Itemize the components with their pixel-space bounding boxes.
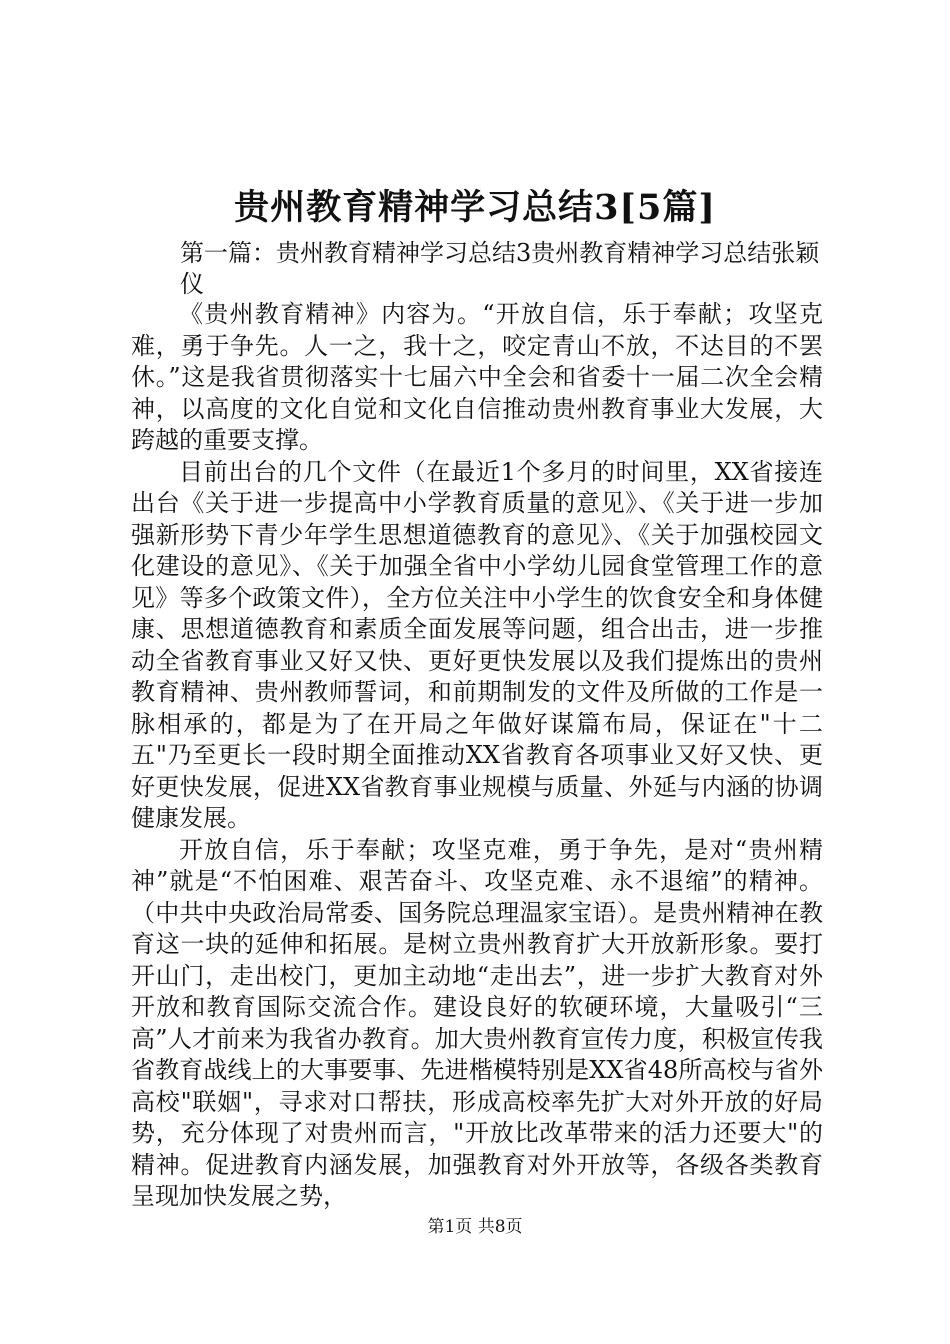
body-paragraph: 《贵州教育精神》内容为。“开放自信，乐于奉献；攻坚克难，勇于争先。人一之，我十之，咬定青山不放，不达目的不罢休。”这是我省贯彻落实十七届六中全会和省委十一届二次全会精神，以高度的文化自觉和文化自信推动贵州教育事业大发展，大跨越的重要支撑。 bbox=[131, 300, 823, 454]
body-paragraph: 开放自信，乐于奉献；攻坚克难，勇于争先，是对“贵州精神”就是“不怕困难、艰苦奋斗、攻坚克难、永不退缩”的精神。（中共中央政治局常委、国务院总理温家宝语）。是贵州精神在教育这一块的延伸和拓展。是树立贵州教育扩大开放新形象。要打开山门，走出校门，更加主动地“走出去”，进一步扩大教育对外开放和教育国际交流合作。建设良好的软硬环境，大量吸引“三高”人才前来为我省办教育。加大贵州教育宣传力度，积极宣传我省教育战线上的大事要事、先进楷模特别是XX省48所高校与省外高校"联姻"，寻求对口帮扶，形成高校率先扩大对外开放的好局势，充分体现了对贵州而言，"开放比改革带来的活力还要大"的精神。促进教育内涵发展，加强教育对外开放等，各级各类教育呈现加快发展之势， bbox=[131, 835, 823, 1210]
document-body bbox=[131, 299, 823, 1213]
page-number-footer: 第1页 共8页 bbox=[427, 1217, 523, 1237]
document-title: 贵州教育精神学习总结3[5篇] bbox=[234, 187, 716, 228]
section-heading: 第一篇：贵州教育精神学习总结3贵州教育精神学习总结张颖仪 bbox=[180, 239, 820, 298]
body-paragraph: 目前出台的几个文件（在最近1个多月的时间里，XX省接连出台《关于进一步提高中小学教育质量的意见》、《关于进一步加强新形势下青少年学生思想道德教育的意见》、《关于加强校园文化建设的意见》、《关于加强全省中小学幼儿园食堂管理工作的意见》等多个政策文件），全方位关注中小学生的饮食安全和身体健康、思想道德教育和素质全面发展等问题，组合出击，进一步推动全省教育事业又好又快、更好更快发展以及我们提炼出的贵州教育精神、贵州教师誓词，和前期制发的文件及所做的工作是一脉相承的，都是为了在开局之年做好谋篇布局，保证在"十二五"乃至更长一段时期全面推动XX省教育各项事业又好又快、更好更快发展，促进XX省教育事业规模与质量、外延与内涵的协调健康发展。 bbox=[131, 457, 823, 832]
